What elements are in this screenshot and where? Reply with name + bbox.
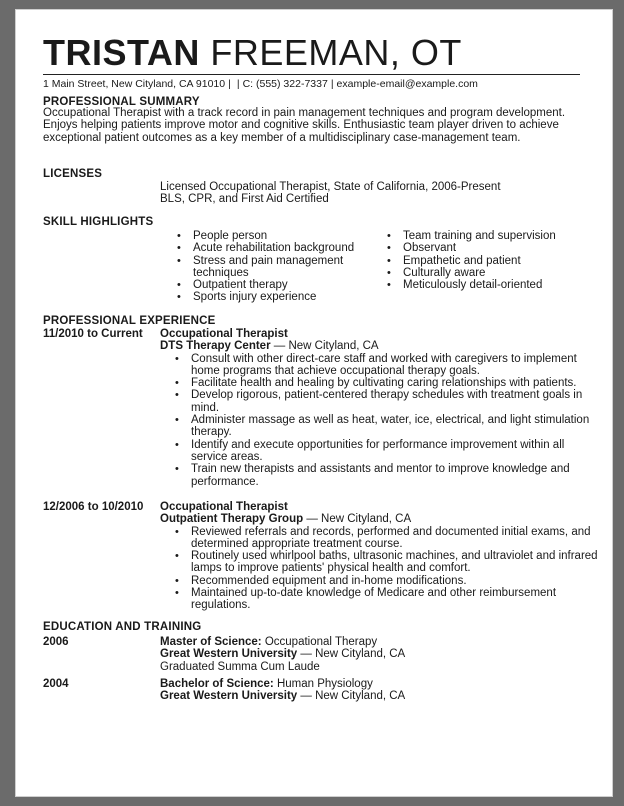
skill-item: • Outpatient therapy [166, 279, 376, 291]
phone: (555) 322-7337 [256, 78, 328, 90]
school-location: New Cityland, CA [315, 648, 406, 661]
dash: — [273, 340, 286, 353]
summary-text: Occupational Therapist with a track record in pain management techniques and program development. Enjoys helping patients improve motor and cognitive skills. Enthusiastic team player driven to achieve exceptional patient outcomes as a key member of a multidisciplinary case-management team. [43, 107, 566, 144]
skill-item: • Meticulously detail-oriented [376, 279, 586, 291]
job-title: Occupational Therapist [160, 501, 288, 513]
company-name: DTS Therapy Center [160, 340, 271, 353]
job-title: Occupational Therapist [160, 328, 288, 340]
job-dates: 11/2010 to Current [43, 328, 143, 340]
last-name: FREEMAN, OT [210, 32, 462, 73]
job-duties [160, 353, 600, 488]
degree: Master of Science: [160, 636, 262, 648]
education-year: 2006 [43, 636, 69, 648]
field: Occupational Therapy [264, 636, 378, 648]
skill-item: • Stress and pain management techniques [166, 255, 376, 280]
job-company-line [160, 340, 600, 352]
duty-item: • Maintained up-to-date knowledge of Medicare and other reimbursement regulations. [160, 587, 600, 612]
company-name: Outpatient Therapy Group [160, 513, 304, 526]
dash: — [300, 690, 312, 703]
duty-item: • Administer massage as well as heat, water, ice, electrical, and light stimulation therapy. [160, 414, 600, 439]
honors: Graduated Summa Cum Laude [160, 660, 320, 673]
field: Human Physiology [276, 678, 373, 690]
dash: — [306, 513, 318, 526]
company-location: New Cityland, CA [321, 513, 412, 526]
licenses-list [160, 181, 501, 206]
skill-item: • Team training and supervision [376, 230, 586, 242]
skill-item: • Observant [376, 242, 586, 254]
address: 1 Main Street, New Cityland, CA 91010 [43, 78, 226, 90]
duty-item: • Routinely used whirlpool baths, ultrasonic machines, and ultraviolet and infrared lamps to improve patients' physical health and comfort. [160, 550, 600, 575]
school: Great Western University [160, 690, 298, 703]
duty-item: • Train new therapists and assistants and mentor to improve knowledge and performance. [160, 463, 600, 488]
duty-item: • Consult with other direct-care staff and worked with caregivers to implement home programs that achieve occupational therapy goals. [160, 353, 600, 378]
phone-prefix: C: [242, 78, 254, 90]
contact-line: 1 Main Street, New Cityland, CA 91010 | | C: (555) 322-7337 | example-email@example.com [43, 78, 478, 90]
dash: — [300, 648, 312, 661]
skills-left-list [166, 230, 376, 304]
school: Great Western University [160, 648, 298, 661]
skill-item: • Empathetic and patient [376, 255, 586, 267]
duty-item: • Recommended equipment and in-home modifications. [160, 575, 600, 587]
job-dates: 12/2006 to 10/2010 [43, 501, 144, 513]
duty-item: • Identify and execute opportunities for performance improvement within all service areas. [160, 439, 600, 464]
license-item: BLS, CPR, and First Aid Certified [160, 193, 329, 206]
skill-item: • People person [166, 230, 376, 242]
company-location: New Cityland, CA [288, 340, 379, 353]
duty-item: • Facilitate health and healing by cultivating caring relationships with patients. [160, 377, 600, 389]
skills-heading: SKILL HIGHLIGHTS [43, 216, 154, 228]
skill-item: • Culturally aware [376, 267, 586, 279]
first-name: TRISTAN [43, 32, 200, 73]
skill-item: • Acute rehabilitation background [166, 242, 376, 254]
school-location: New Cityland, CA [315, 690, 406, 703]
email: example-email@example.com [336, 78, 478, 90]
resume-page [15, 9, 613, 797]
duty-item: • Reviewed referrals and records, performed and documented initial exams, and determined appropriate treatment course. [160, 526, 600, 551]
header-divider [43, 74, 580, 75]
education-year: 2004 [43, 678, 69, 690]
licenses-heading: LICENSES [43, 168, 103, 180]
experience-heading: PROFESSIONAL EXPERIENCE [43, 315, 216, 327]
license-item: Licensed Occupational Therapist, State of California, 2006-Present [160, 181, 501, 193]
job-company-line [160, 513, 600, 525]
skill-item: • Sports injury experience [166, 291, 376, 303]
job-duties [160, 526, 600, 612]
summary-heading: PROFESSIONAL SUMMARY [43, 96, 200, 108]
skills-right-list [376, 230, 586, 291]
duty-item: • Develop rigorous, patient-centered therapy schedules with treatment goals in mind. [160, 389, 600, 414]
education-heading: EDUCATION AND TRAINING [43, 621, 202, 633]
candidate-name [43, 34, 462, 72]
degree: Bachelor of Science: [160, 678, 274, 690]
